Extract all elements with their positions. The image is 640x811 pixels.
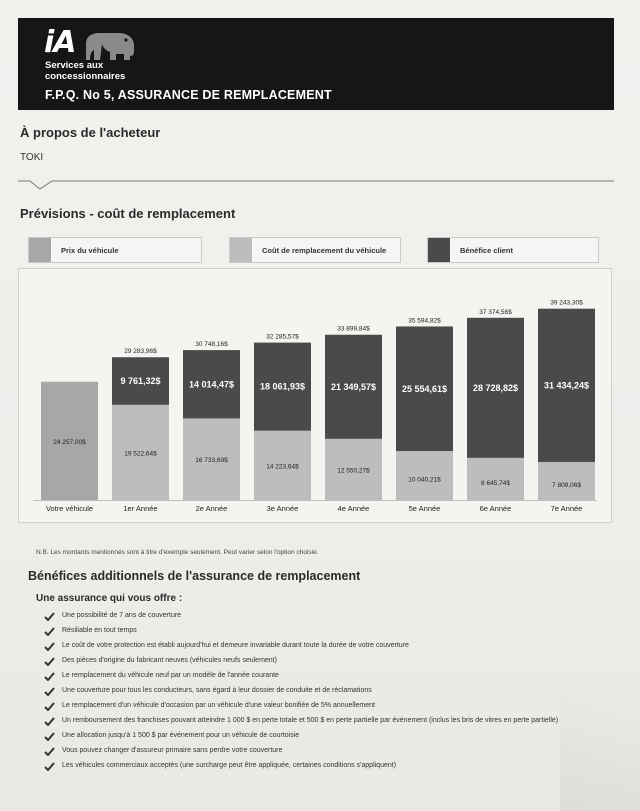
x-tick-label: 6e Année [479, 504, 512, 513]
checkmark-icon [44, 717, 55, 726]
bar-label-replacement-cost: 19 522,64$ [124, 450, 157, 458]
benefit-item [44, 716, 558, 731]
bar-label-client-benefit: 28 728,82$ [472, 382, 519, 393]
header-banner [18, 18, 614, 110]
bar-total-label: 30 748,16$ [195, 341, 228, 349]
x-tick-label: 7e Année [550, 504, 583, 513]
checkmark-icon [44, 657, 55, 666]
legend-item-replacement-cost [229, 237, 401, 263]
benefit-item [44, 761, 558, 776]
document-title: F.P.Q. No 5, ASSURANCE DE REMPLACEMENT [45, 88, 332, 102]
benefit-text: Vous pouvez changer d'assureur primaire sans perdre votre couverture [62, 747, 283, 754]
checkmark-icon [44, 747, 55, 756]
forecast-section-title: Prévisions - coût de remplacement [20, 206, 236, 221]
benefit-item [44, 686, 558, 701]
x-tick-label: 4e Année [337, 504, 370, 513]
benefit-text: Les véhicules commerciaux acceptés (une surcharge peut être appliquée, certaines conditions s'appliquent) [62, 762, 397, 769]
ia-logo: iA [44, 25, 76, 60]
bar-label-replacement-cost: 7 809,06$ [552, 481, 581, 489]
benefit-item [44, 731, 558, 746]
legend-swatch-replacement-cost [230, 238, 252, 262]
benefit-item [44, 611, 558, 626]
bar-label-client-benefit: 18 061,93$ [259, 381, 306, 392]
benefit-text: Le coût de votre protection est établi aujourd'hui et demeure invariable durant toute la durée de votre couverture [62, 642, 409, 649]
x-tick-label: 5e Année [408, 504, 441, 513]
buyer-name: TOKI [20, 152, 44, 163]
bar-label-client-benefit: 25 554,61$ [401, 383, 448, 394]
bar-total-label: 33 899,84$ [337, 325, 370, 333]
offer-title: Une assurance qui vous offre : [36, 593, 183, 604]
bar-label-client-benefit: 31 434,24$ [543, 380, 590, 391]
benefit-item [44, 746, 558, 761]
legend-label-client-benefit: Bénéfice client [460, 246, 513, 255]
benefits-section-title: Bénéfices additionnels de l'assurance de remplacement [28, 569, 361, 583]
elephant-logo-icon [80, 30, 140, 62]
bar-label-replacement-cost: 16 733,69$ [195, 457, 228, 465]
section-divider [18, 178, 614, 192]
x-tick-label: Votre véhicule [45, 504, 94, 513]
bar-total-label: 39 243,30$ [550, 299, 583, 307]
checkmark-icon [44, 627, 55, 636]
checkmark-icon [44, 702, 55, 711]
bar-label-client-benefit: 14 014,47$ [188, 379, 235, 390]
benefit-item [44, 656, 558, 671]
legend-swatch-client-benefit [428, 238, 450, 262]
logo-subtitle-line1: Services aux [45, 60, 104, 71]
legend-label-replacement-cost: Coût de remplacement du véhicule [262, 246, 387, 255]
bar-total-label: 35 594,82$ [408, 317, 441, 325]
checkmark-icon [44, 642, 55, 651]
benefit-item [44, 671, 558, 686]
disclaimer-note: N.B. Les montants mentionnés sont à titre d'exemple seulement. Peut varier selon l'option choisie. [36, 549, 319, 556]
bar-segment-replacement-cost [467, 458, 524, 500]
buyer-section-title: À propos de l'acheteur [20, 125, 161, 140]
checkmark-icon [44, 687, 55, 696]
bar-label-vehicle-price: 24 257,00$ [53, 438, 86, 446]
benefit-text: Une allocation jusqu'à 1 500 $ par événement pour un véhicule de courtoisie [62, 732, 300, 739]
bar-total-label: 37 374,56$ [479, 308, 512, 316]
legend-swatch-vehicle-price [29, 238, 51, 262]
replacement-cost-chart [19, 269, 611, 522]
benefit-item [44, 641, 558, 656]
benefit-text: Une possibilité de 7 ans de couverture [62, 612, 182, 619]
bar-label-replacement-cost: 14 223,64$ [266, 463, 299, 471]
chart-frame [18, 268, 612, 523]
benefit-item [44, 626, 558, 641]
legend-item-client-benefit [427, 237, 599, 263]
benefit-text: Un remboursement des franchises pouvant atteindre 1 000 $ en perte totale et 500 $ en perte partielle par événement (inclus les bris de vitres en perte partielle) [62, 717, 559, 724]
bar-total-label: 29 283,96$ [124, 348, 157, 356]
bar-total-label: 32 285,57$ [266, 333, 299, 341]
x-tick-label: 2e Année [195, 504, 228, 513]
benefit-list [44, 611, 558, 776]
x-tick-label: 3e Année [266, 504, 299, 513]
benefit-text: Le remplacement du véhicule neuf par un modèle de l'année courante [62, 672, 279, 679]
x-tick-label: 1er Année [123, 504, 158, 513]
checkmark-icon [44, 732, 55, 741]
page-fold-shadow [560, 600, 640, 811]
checkmark-icon [44, 762, 55, 771]
bar-segment-replacement-cost [396, 451, 453, 500]
bar-label-replacement-cost: 10 040,21$ [408, 476, 441, 484]
legend-item-vehicle-price [28, 237, 202, 263]
bar-label-replacement-cost: 12 550,27$ [337, 467, 370, 475]
checkmark-icon [44, 612, 55, 621]
logo-subtitle-line2: concessionnaires [45, 71, 126, 82]
checkmark-icon [44, 672, 55, 681]
bar-label-client-benefit: 9 761,32$ [120, 376, 161, 387]
logo-subtitle [45, 60, 125, 82]
bar-segment-replacement-cost [538, 462, 595, 500]
benefit-text: Une couverture pour tous les conducteurs, sans égard à leur dossier de conduite et de réclamations [62, 687, 372, 694]
benefit-item [44, 701, 558, 716]
benefit-text: Le remplacement d'un véhicule d'occasion par un véhicule d'une valeur bonifiée de 5% annuellement [62, 702, 375, 709]
legend-label-vehicle-price: Prix du véhicule [61, 246, 119, 255]
bar-label-replacement-cost: 8 645,74$ [481, 479, 510, 487]
bar-label-client-benefit: 21 349,57$ [330, 381, 377, 392]
benefit-text: Des pièces d'origine du fabricant neuves (véhicules neufs seulement) [62, 657, 277, 664]
benefit-text: Résiliable en tout temps [62, 627, 137, 634]
